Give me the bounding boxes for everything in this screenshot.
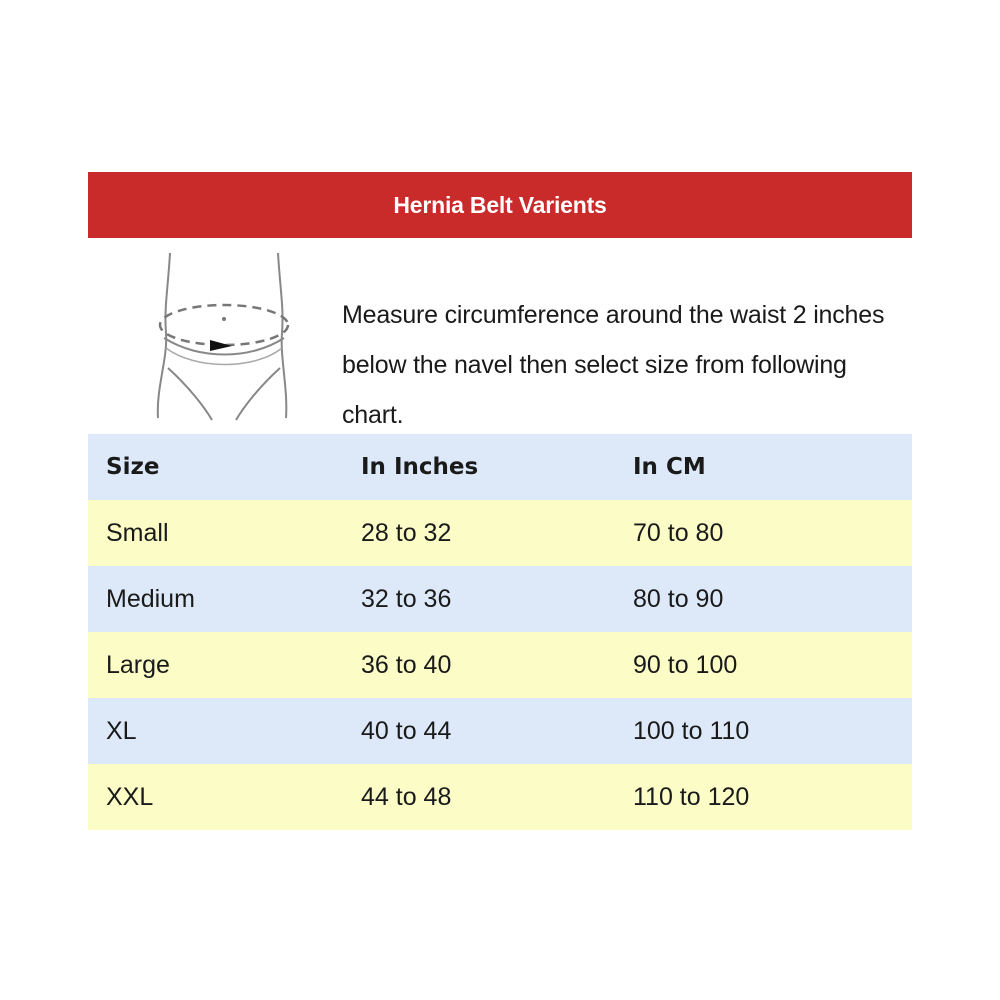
table-row — [88, 698, 912, 764]
header-cm: In CM — [633, 454, 706, 480]
inches-cell: 44 to 48 — [361, 782, 452, 811]
header-size: Size — [106, 454, 160, 480]
table-row — [88, 500, 912, 566]
cm-cell: 90 to 100 — [633, 650, 738, 679]
cm-cell: 70 to 80 — [633, 518, 724, 547]
size-table — [88, 434, 912, 830]
instruction-line-2: below the navel then select size from following chart. — [342, 351, 847, 429]
table-row — [88, 764, 912, 830]
table-header-row — [88, 434, 912, 500]
size-cell: Small — [106, 518, 169, 547]
table-row — [88, 566, 912, 632]
instruction-text — [342, 290, 912, 440]
cm-cell: 100 to 110 — [633, 716, 750, 745]
size-cell: Medium — [106, 584, 195, 613]
header-inches: In Inches — [361, 454, 479, 480]
waist-measurement-figure-icon — [150, 248, 300, 423]
instruction-line-1: Measure circumference around the waist 2 inches — [342, 301, 885, 329]
cm-cell: 80 to 90 — [633, 584, 724, 613]
table-row — [88, 632, 912, 698]
size-cell: XL — [106, 716, 137, 745]
inches-cell: 36 to 40 — [361, 650, 452, 679]
chart-title: Hernia Belt Varients — [393, 191, 607, 218]
instruction-section — [88, 238, 912, 434]
inches-cell: 28 to 32 — [361, 518, 452, 547]
inches-cell: 32 to 36 — [361, 584, 452, 613]
size-cell: XXL — [106, 782, 154, 811]
cm-cell: 110 to 120 — [633, 782, 750, 811]
inches-cell: 40 to 44 — [361, 716, 452, 745]
size-chart — [88, 172, 912, 830]
title-bar — [88, 172, 912, 238]
size-cell: Large — [106, 650, 170, 679]
